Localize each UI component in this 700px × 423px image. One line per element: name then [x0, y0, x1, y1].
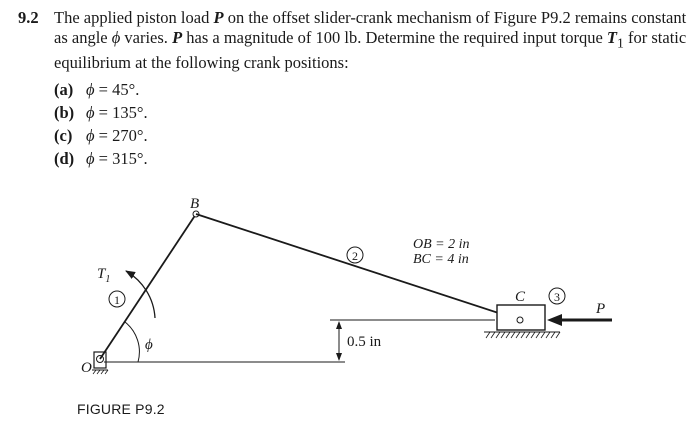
- slider-ground-hatch: [484, 332, 560, 338]
- problem-statement: The applied piston load P on the offset slider-crank mechanism of Figure P9.2 remains constant as angle ϕ varies. P has a magnitude of 100 lb. Determine the required input torque $T_1$ for static equilibrium at the following crank positions:: [54, 8, 687, 73]
- part-c: (c) ϕ = 270°.: [54, 126, 148, 145]
- svg-text:3: 3: [554, 290, 560, 304]
- joint-c: [517, 317, 523, 323]
- angle-arc: [125, 322, 139, 362]
- link-1-marker: [109, 291, 125, 307]
- dimension-bc: BC = 4 in: [413, 252, 469, 267]
- svg-text:2: 2: [352, 249, 358, 263]
- link-2-marker: [347, 247, 363, 263]
- load-label: P: [596, 301, 606, 317]
- offset-label: 0.5 in: [347, 334, 382, 350]
- angle-label: ϕ: [145, 337, 153, 353]
- point-b-label: B: [190, 196, 200, 212]
- part-d: (d) ϕ = 315°.: [54, 149, 148, 168]
- figure-caption: FIGURE P9.2: [77, 401, 165, 417]
- coupler-link-bc: [196, 214, 520, 320]
- problem-number: 9.2: [18, 8, 39, 27]
- part-a: (a) ϕ = 45°.: [54, 80, 140, 99]
- ground-pivot-o: [92, 352, 108, 374]
- point-o-label: O: [81, 360, 92, 376]
- offset-dimension: [336, 321, 342, 361]
- dimension-ob: OB = 2 in: [413, 237, 470, 252]
- part-b: (b) ϕ = 135°.: [54, 103, 148, 122]
- point-c-label: C: [515, 289, 526, 305]
- torque-arrow: [126, 271, 155, 318]
- svg-text:1: 1: [114, 293, 120, 307]
- torque-label: $T_1$: [97, 266, 111, 285]
- link-3-marker: [549, 288, 565, 304]
